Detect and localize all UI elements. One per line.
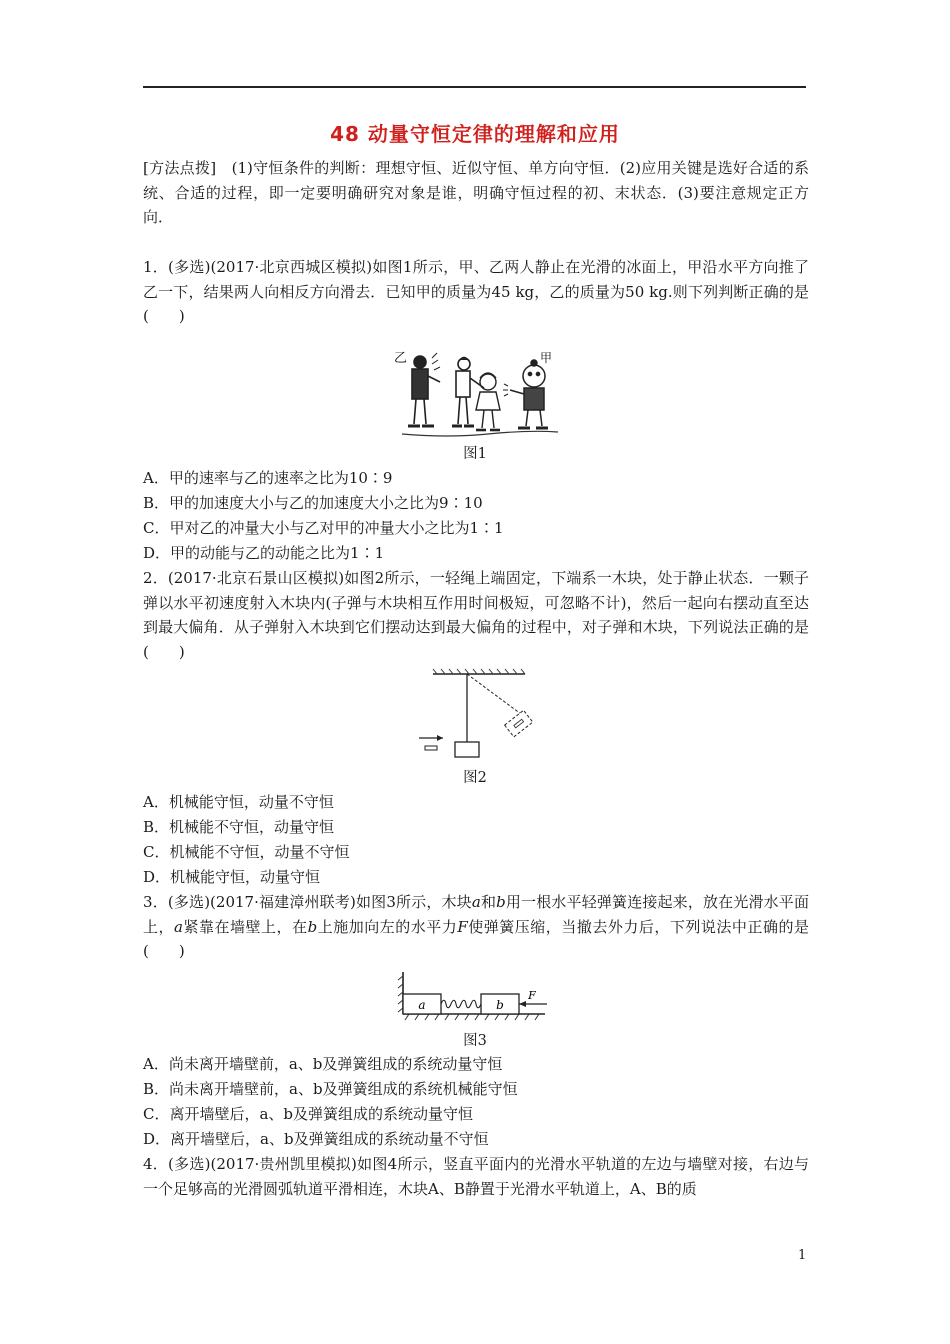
figure-1-label-jia: 甲: [540, 351, 553, 365]
q2-option-b: B．机械能不守恒，动量守恒: [143, 818, 335, 836]
figure-3-caption: 图3: [463, 1033, 487, 1049]
skater-boy-jia: [503, 360, 548, 428]
q3-option-a: A．尚未离开墙壁前，a、b及弹簧组成的系统动量守恒: [143, 1055, 503, 1073]
figure-2-caption: 图2: [463, 770, 487, 786]
skater-man-middle: [452, 358, 484, 427]
q2-option-a: A．机械能守恒，动量不守恒: [143, 793, 334, 811]
page-title: 48 动量守恒定律的理解和应用: [330, 122, 620, 146]
q3-option-b: B．尚未离开墙壁前，a、b及弹簧组成的系统机械能守恒: [143, 1080, 518, 1098]
header-rule: [143, 86, 806, 88]
rope-swung: [467, 674, 521, 714]
q1-option-c: C．甲对乙的冲量大小与乙对甲的冲量大小之比为1∶1: [143, 519, 504, 537]
figure-3-spring-blocks: [393, 968, 553, 1026]
wood-block-swung: [505, 710, 533, 737]
block-b-label: b: [496, 998, 504, 1012]
skater-girl: [476, 373, 500, 430]
question-1-stem: 1．(多选)(2017·北京西城区模拟)如图1所示，甲、乙两人静止在光滑的冰面上，甲沿水平方向推了乙一下，结果两人向相反方向滑去．已知甲的质量为45 kg，乙的质量为50 kg.则下列判断正确的是( ): [143, 258, 809, 325]
page-number: 1: [798, 1248, 807, 1263]
q1-option-a: A．甲的速率与乙的速率之比为10∶9: [143, 469, 393, 487]
method-tip: [方法点拨] (1)守恒条件的判断：理想守恒、近似守恒、单方向守恒．(2)应用关键是选好合适的系统、合适的过程，即一定要明确研究对象是谁，明确守恒过程的初、末状态．(3)要注意规定正方向．: [143, 159, 809, 226]
figure-1-skaters: [388, 342, 568, 440]
block-a-label: a: [418, 998, 426, 1012]
q2-option-d: D．机械能守恒，动量守恒: [143, 868, 321, 886]
skater-man-left: [408, 353, 440, 426]
q3-option-d: D．离开墙壁后，a、b及弹簧组成的系统动量不守恒: [143, 1130, 489, 1148]
q1-option-d: D．甲的动能与乙的动能之比为1∶1: [143, 544, 385, 562]
bullet: [425, 746, 437, 750]
spring: [441, 1000, 481, 1008]
question-4-stem: 4．(多选)(2017·贵州凯里模拟)如图4所示，竖直平面内的光滑水平轨道的左边与墙壁对接，右边与一个足够高的光滑圆弧轨道平滑相连，木块A、B静置于光滑水平轨道上，A、B的质: [143, 1155, 809, 1198]
figure-1-caption: 图1: [463, 446, 487, 462]
question-2-stem: 2．(2017·北京石景山区模拟)如图2所示，一轻绳上端固定，下端系一木块，处于静止状态．一颗子弹以水平初速度射入木块内(子弹与木块相互作用时间极短，可忽略不计)，然后一起向右摆动直至达到最大偏角．从子弹射入木块到它们摆动达到最大偏角的过程中，对子弹和木块，下列说法正确的是( ): [143, 569, 809, 661]
force-label: F: [528, 989, 536, 1002]
q1-option-b: B．甲的加速度大小与乙的加速度大小之比为9∶10: [143, 494, 483, 512]
question-3-stem: 3．(多选)(2017·福建漳州联考)如图3所示，木块a和b用一根水平轻弹簧连接起来，放在光滑水平面上，a紧靠在墙壁上，在b上施加向左的水平力F使弹簧压缩，当撤去外力后，下列说法中正确的是( ): [143, 893, 809, 960]
figure-1-label-yi: 乙: [394, 351, 408, 366]
wood-block: [455, 742, 479, 757]
q2-option-c: C．机械能不守恒，动量不守恒: [143, 843, 350, 861]
q3-option-c: C．离开墙壁后，a、b及弹簧组成的系统动量守恒: [143, 1105, 474, 1123]
figure-2-pendulum: [415, 668, 545, 762]
